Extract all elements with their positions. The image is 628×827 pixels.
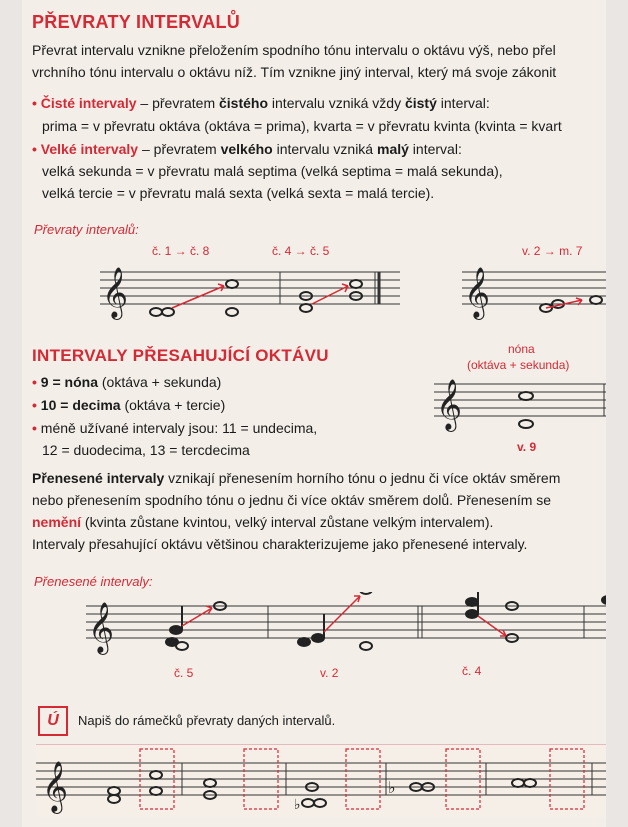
bullet-dot: • — [32, 374, 37, 390]
item2-bold: 10 = decima — [40, 397, 121, 413]
treble-clef-icon: 𝄞 — [88, 602, 115, 653]
treble-clef-icon: 𝄞 — [42, 761, 69, 812]
transferred-label-2: v. 2 — [320, 666, 339, 680]
item3-line-2: 12 = duodecima, 13 = tercdecima — [42, 442, 250, 458]
transferred-rest-2: (kvinta zůstane kvintou, velký interval zůstane velkým intervalem). — [81, 514, 494, 530]
bullet-clean-prefix: Čisté intervaly — [40, 95, 137, 111]
example-label-1: č. 1 → č. 8 — [152, 244, 210, 258]
transferred-bold: Přenesené intervaly — [32, 470, 165, 486]
bullet-big-text-c: interval: — [408, 141, 462, 157]
treble-clef-icon: 𝄞 — [464, 267, 491, 318]
bullet-big-text-a: – převratem — [138, 141, 221, 157]
treble-clef-icon: 𝄞 — [436, 379, 463, 430]
bullet-big-bold1: velkého — [220, 141, 273, 157]
transferred-line-3 — [32, 512, 493, 533]
bullet-dot: • — [32, 420, 37, 436]
bullet-clean — [32, 93, 490, 114]
example-label-3: v. 2 → m. 7 — [522, 244, 583, 258]
bullet-big — [32, 139, 462, 160]
nona-label: v. 9 — [517, 440, 537, 454]
bullet-big-bold2: malý — [377, 141, 409, 157]
flat-icon: ♭ — [388, 778, 396, 797]
section-title-inversions: PŘEVRATY INTERVALŮ — [32, 12, 241, 32]
transferred-line-2: nebo přenesením spodního tónu o jednu či více oktáv směrem dolů. Přenesením se — [32, 492, 552, 508]
textbook-page — [22, 0, 606, 827]
transferred-label-1: č. 5 — [174, 666, 194, 680]
bullet-clean-text-a: – převratem — [136, 95, 219, 111]
transferred-label-3: č. 4 — [462, 664, 482, 678]
example-label-2: č. 4 → č. 5 — [272, 244, 330, 258]
exercise-area — [36, 744, 606, 817]
bullet-dot: • — [32, 95, 37, 111]
intro-line-1: Převrat intervalu vznikne přeložením spodního tónu intervalu o oktávu výš, nebo přel — [32, 42, 556, 58]
bullet-big-line-3: velká tercie = v převratu malá sexta (velká sexta = malá tercie). — [42, 185, 435, 201]
task-instruction: Napiš do rámečků převraty daných intervalů. — [78, 713, 336, 728]
nona-caption-1: nóna — [508, 342, 535, 356]
examples-transferred-label: Přenesené intervaly: — [34, 574, 153, 589]
bullet-clean-line-2: prima = v převratu oktáva (oktáva = prima), kvarta = v převratu kvinta (kvinta = kvart — [42, 118, 562, 134]
transferred-line-4: Intervaly přesahující oktávu většinou charakterizujeme jako přenesené intervaly. — [32, 536, 528, 552]
bullet-clean-bold1: čistého — [219, 95, 269, 111]
staff-nona — [434, 374, 606, 434]
compound-item-1 — [32, 372, 221, 393]
bullet-big-line-2: velká sekunda = v převratu malá septima (velká septima = malá sekunda), — [42, 163, 503, 179]
staff-transferred — [86, 592, 606, 664]
bullet-clean-text-b: intervalu vzniká vždy — [268, 95, 405, 111]
flat-icon: ♭ — [294, 797, 301, 813]
transferred-bold-2: nemění — [32, 514, 82, 530]
item1-bold: 9 = nóna — [40, 374, 98, 390]
intro-line-2: vrchního tónu intervalu o oktávu níž. Tím vznikne jiný interval, který má svoje zákonit — [32, 64, 557, 80]
item3-line-1: méně užívané intervaly jsou: 11 = undecima, — [40, 420, 318, 436]
nona-caption-2: (oktáva + sekunda) — [467, 358, 570, 372]
treble-clef-icon: 𝄞 — [102, 267, 129, 318]
task-badge: Ú — [38, 706, 68, 736]
transferred-rest: vznikají přenesením horního tónu o jednu či více oktáv směrem — [164, 470, 561, 486]
bullet-big-prefix: Velké intervaly — [40, 141, 139, 157]
bullet-clean-text-c: interval: — [436, 95, 490, 111]
item2-rest: (oktáva + tercie) — [120, 397, 226, 413]
bullet-dot: • — [32, 397, 37, 413]
bullet-clean-bold2: čistý — [404, 95, 437, 111]
transferred-line-1 — [32, 468, 560, 489]
compound-item-3 — [32, 418, 317, 439]
staff-example-1 — [100, 262, 400, 322]
examples-inversions-label: Převraty intervalů: — [34, 222, 139, 237]
item1-rest: (oktáva + sekunda) — [97, 374, 222, 390]
bullet-big-text-b: intervalu vzniká — [272, 141, 377, 157]
staff-example-2 — [462, 262, 606, 322]
section-title-compound: INTERVALY PŘESAHUJÍCÍ OKTÁVU — [32, 346, 329, 365]
compound-item-2 — [32, 395, 225, 416]
bullet-dot: • — [32, 141, 37, 157]
exercise-staff — [36, 745, 606, 817]
